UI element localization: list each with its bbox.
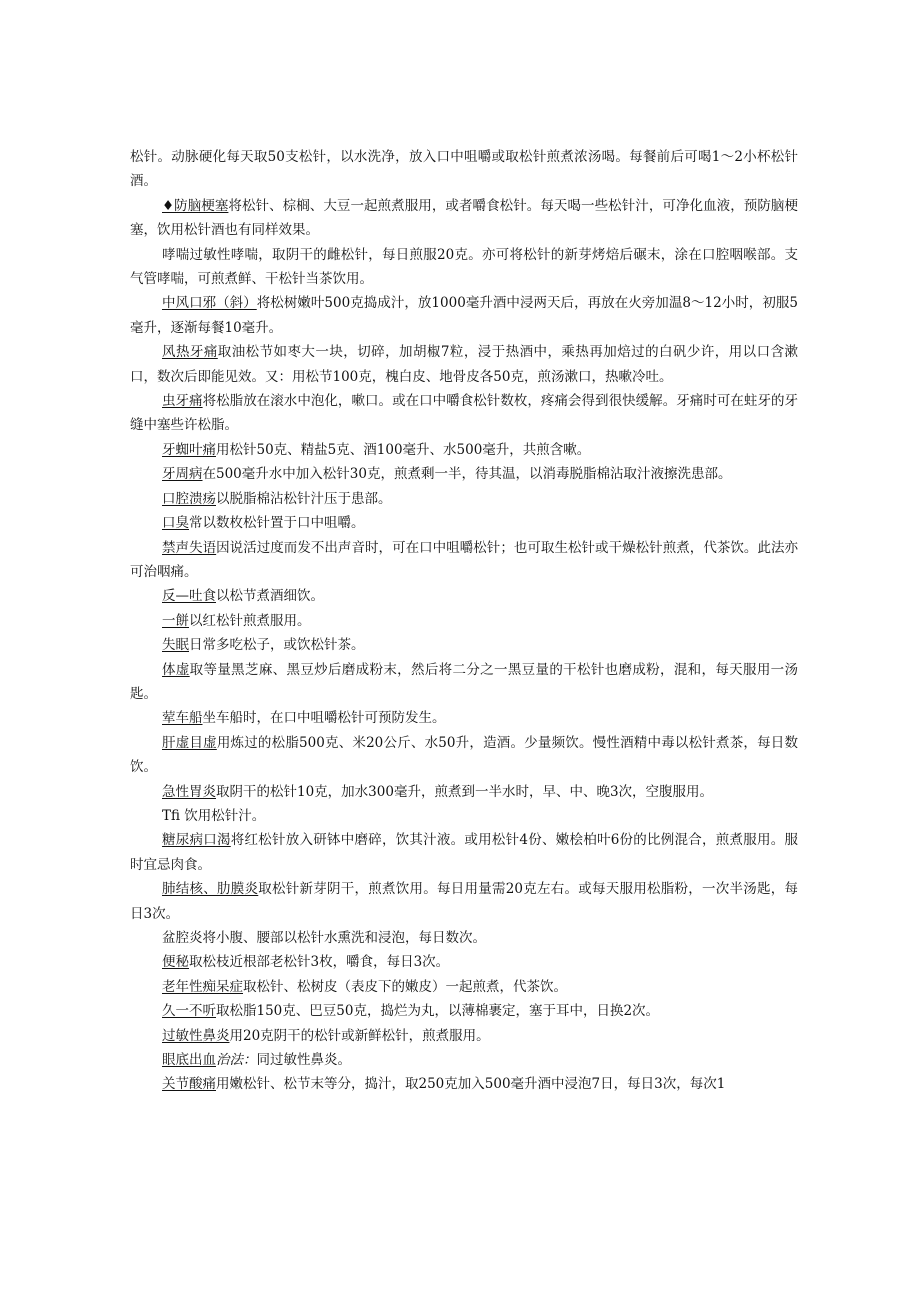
paragraph-diabetes-thirst [130, 828, 798, 877]
paragraph-heading: 反—吐食 [162, 588, 216, 605]
paragraph-heading: 便秘 [162, 954, 189, 971]
paragraph-pine-juice [130, 804, 798, 828]
paragraph-mouth-ulcer [130, 487, 798, 511]
paragraph-heading: 关节酸痛 [162, 1076, 216, 1093]
paragraph-text: 将松脂放在滚水中泡化，嗽口。或在口中嚼食松针数枚，疼痛会得到很快缓解。牙痛时可在蛀牙的牙缝中塞些许松脂。 [130, 393, 799, 434]
paragraph-text: Tfi 饮用松针汁。 [162, 807, 266, 824]
paragraph-heading: 风热牙痛 [162, 344, 218, 361]
paragraph-heading: 肺结核、肋膜炎 [162, 881, 259, 898]
paragraph-vomiting [130, 584, 798, 608]
paragraph-text: 将红松针放入研钵中磨碎，饮其汁液。或用松针4份、嫩桧柏叶6份的比例混合，煎煮服用。服时宜忌肉食。 [130, 832, 798, 873]
paragraph-text: 取松脂150克、巴豆50克，捣烂为丸，以薄棉裹定，塞于耳中，日换2次。 [216, 1003, 660, 1020]
paragraph-constipation [130, 950, 798, 974]
paragraph-heading: 肝虚目虚 [162, 734, 217, 751]
paragraph-facial-palsy [130, 291, 798, 340]
paragraph-heading: 急性胃炎 [162, 783, 216, 800]
paragraph-heading: 老年性痴呆症 [162, 978, 243, 995]
paragraph-periodontal [130, 462, 798, 486]
paragraph-arteriosclerosis [130, 145, 798, 194]
paragraph-stroke-prevention [130, 194, 798, 243]
paragraph-pelvic-inflammation [130, 926, 798, 950]
paragraph-motion-sickness [130, 706, 798, 730]
paragraph-text: 将松针、棕榈、大豆一起煎煮服用，或者嚼食松针。每天喝一些松针汁，可净化血液，预防脑梗塞，饮用松针酒也有同样效果。 [130, 197, 798, 239]
paragraph-acute-gastritis [130, 780, 798, 804]
paragraph-dementia [130, 975, 798, 999]
paragraph-text: 用炼过的松脂500克、米20公斤、水50升，造酒。少量频饮。慢性酒精中毒以松针煮茶，每日数饮。 [130, 734, 799, 776]
paragraph-text: 取松针新芽阴干，煎煮饮用。每日用量需20克左右。或每天服用松脂粉，一次半汤匙，每日3次。 [130, 881, 798, 922]
paragraph-text: 因说活过度而发不出声音时，可在口中咀嚼松针；也可取生松针或干燥松针煎煮，代茶饮。此法亦可治咽痛。 [130, 539, 799, 580]
paragraph-allergic-rhinitis [130, 1024, 798, 1048]
paragraph-tooth-pain [130, 438, 798, 462]
paragraph-asthma [130, 243, 798, 292]
paragraph-text: 松针。动脉硬化每天取50支松针，以水洗净，放入口中咀嚼或取松针煎煮浓汤喝。每餐前后可喝1～2小杯松针酒。 [130, 149, 798, 190]
paragraph-heading: 口臭 [162, 515, 189, 532]
paragraph-text: 用20克阴干的松针或新鲜松针，煎煮服用。 [229, 1027, 490, 1044]
paragraph-text: 取松针、松树皮（表皮下的嫩皮）一起煎煮，代茶饮。 [243, 978, 567, 995]
paragraph-text: 同过敏性鼻炎。 [256, 1052, 351, 1069]
paragraph-text: 以脱脂棉沾松针汁压于患部。 [216, 490, 392, 507]
paragraph-heading: 牙蜘叶痛 [162, 441, 216, 458]
paragraph-hearing-loss [130, 999, 798, 1023]
paragraph-bad-breath [130, 511, 798, 535]
document-body [130, 145, 798, 1097]
paragraph-tuberculosis [130, 877, 798, 926]
paragraph-text: 将松树嫩叶500克捣成汁，放1000毫升酒中浸两天后，再放在火旁加温8～12小时，初服5毫升，逐渐每餐10毫升。 [130, 295, 799, 336]
paragraph-text: 取等量黑芝麻、黑豆炒后磨成粉末，然后将二分之一黑豆量的干松针也磨成粉，混和，每天服用一汤匙。 [130, 661, 799, 702]
paragraph-text: 日常多吃松子，或饮松针茶。 [189, 637, 365, 654]
paragraph-heading: 一餅 [162, 612, 189, 629]
paragraph-heading: 口腔溃疡 [162, 490, 216, 507]
paragraph-heading: 禁声失语 [162, 539, 217, 556]
paragraph-text: 在500毫升水中加入松针30克，煎煮剩一半，待其温，以消毒脱脂棉沾取汁液擦洗患部。 [202, 466, 732, 483]
paragraph-heading: 牙周病 [162, 466, 203, 483]
paragraph-heading: 失眠 [162, 637, 189, 654]
paragraph-heading: 体虚 [162, 661, 190, 678]
paragraph-text: 以松节煮酒细饮。 [216, 588, 324, 605]
paragraph-text: 哮喘过敏性哮喘，取阴干的雌松针，每日煎服20克。亦可将松针的新芽烤焙后碾末，涂在口腔咽喉部。支气管哮喘，可煎煮鲜、干松针当茶饮用。 [130, 246, 798, 288]
paragraph-text: 取阴干的松针10克，加水300毫升，煎煮到一半水时，早、中、晚3次，空腹服用。 [216, 783, 714, 800]
paragraph-joint-pain [130, 1072, 798, 1096]
paragraph-text: 坐车船时，在口中咀嚼松针可预防发生。 [202, 710, 446, 727]
paragraph-cavity-pain [130, 389, 798, 438]
paragraph-text: 常以数枚松针置于口中咀嚼。 [189, 515, 365, 532]
paragraph-heading: 久一不听 [162, 1003, 216, 1020]
paragraph-weakness [130, 658, 798, 707]
paragraph-text: 取松枝近根部老松针3枚，嚼食，每日3次。 [189, 954, 450, 971]
paragraph-red-pine-needle [130, 609, 798, 633]
paragraph-fundus-bleeding [130, 1048, 798, 1072]
paragraph-heading: 虫牙痛 [162, 393, 203, 410]
treatment-label: 治法： [216, 1052, 257, 1069]
paragraph-heading: 中风口邪（斜） [162, 295, 257, 312]
paragraph-toothache-wind-heat [130, 340, 798, 389]
paragraph-text: 用松针50克、精盐5克、酒100毫升、水500毫升，共煎含嗽。 [216, 441, 591, 458]
paragraph-text: 以红松针煎煮服用。 [189, 612, 311, 629]
paragraph-voice-loss [130, 536, 798, 585]
paragraph-heading: 眼底出血 [162, 1052, 216, 1069]
paragraph-text: 盆腔炎将小腹、腰部以松针水熏洗和浸泡，每日数次。 [162, 930, 486, 946]
paragraph-heading: 糖尿病口渴 [162, 832, 231, 849]
paragraph-text: 取油松节如枣大一块，切碎，加胡椒7粒，浸于热酒中，乘热再加焙过的白矾少许，用以口含漱口，数次后即能见效。又：用松节100克，槐白皮、地骨皮各50克，煎汤漱口，热嗽冷吐。 [130, 344, 799, 385]
paragraph-heading: 荤车船 [162, 710, 203, 727]
paragraph-heading: ♦防脑梗塞 [162, 197, 229, 214]
paragraph-insomnia [130, 633, 798, 657]
paragraph-text: 用嫩松针、松节末等分，捣汁，取250克加入500毫升酒中浸泡7日，每日3次，每次1 [216, 1076, 726, 1093]
paragraph-heading: 过敏性鼻炎 [162, 1027, 230, 1044]
paragraph-liver-deficiency [130, 731, 798, 780]
